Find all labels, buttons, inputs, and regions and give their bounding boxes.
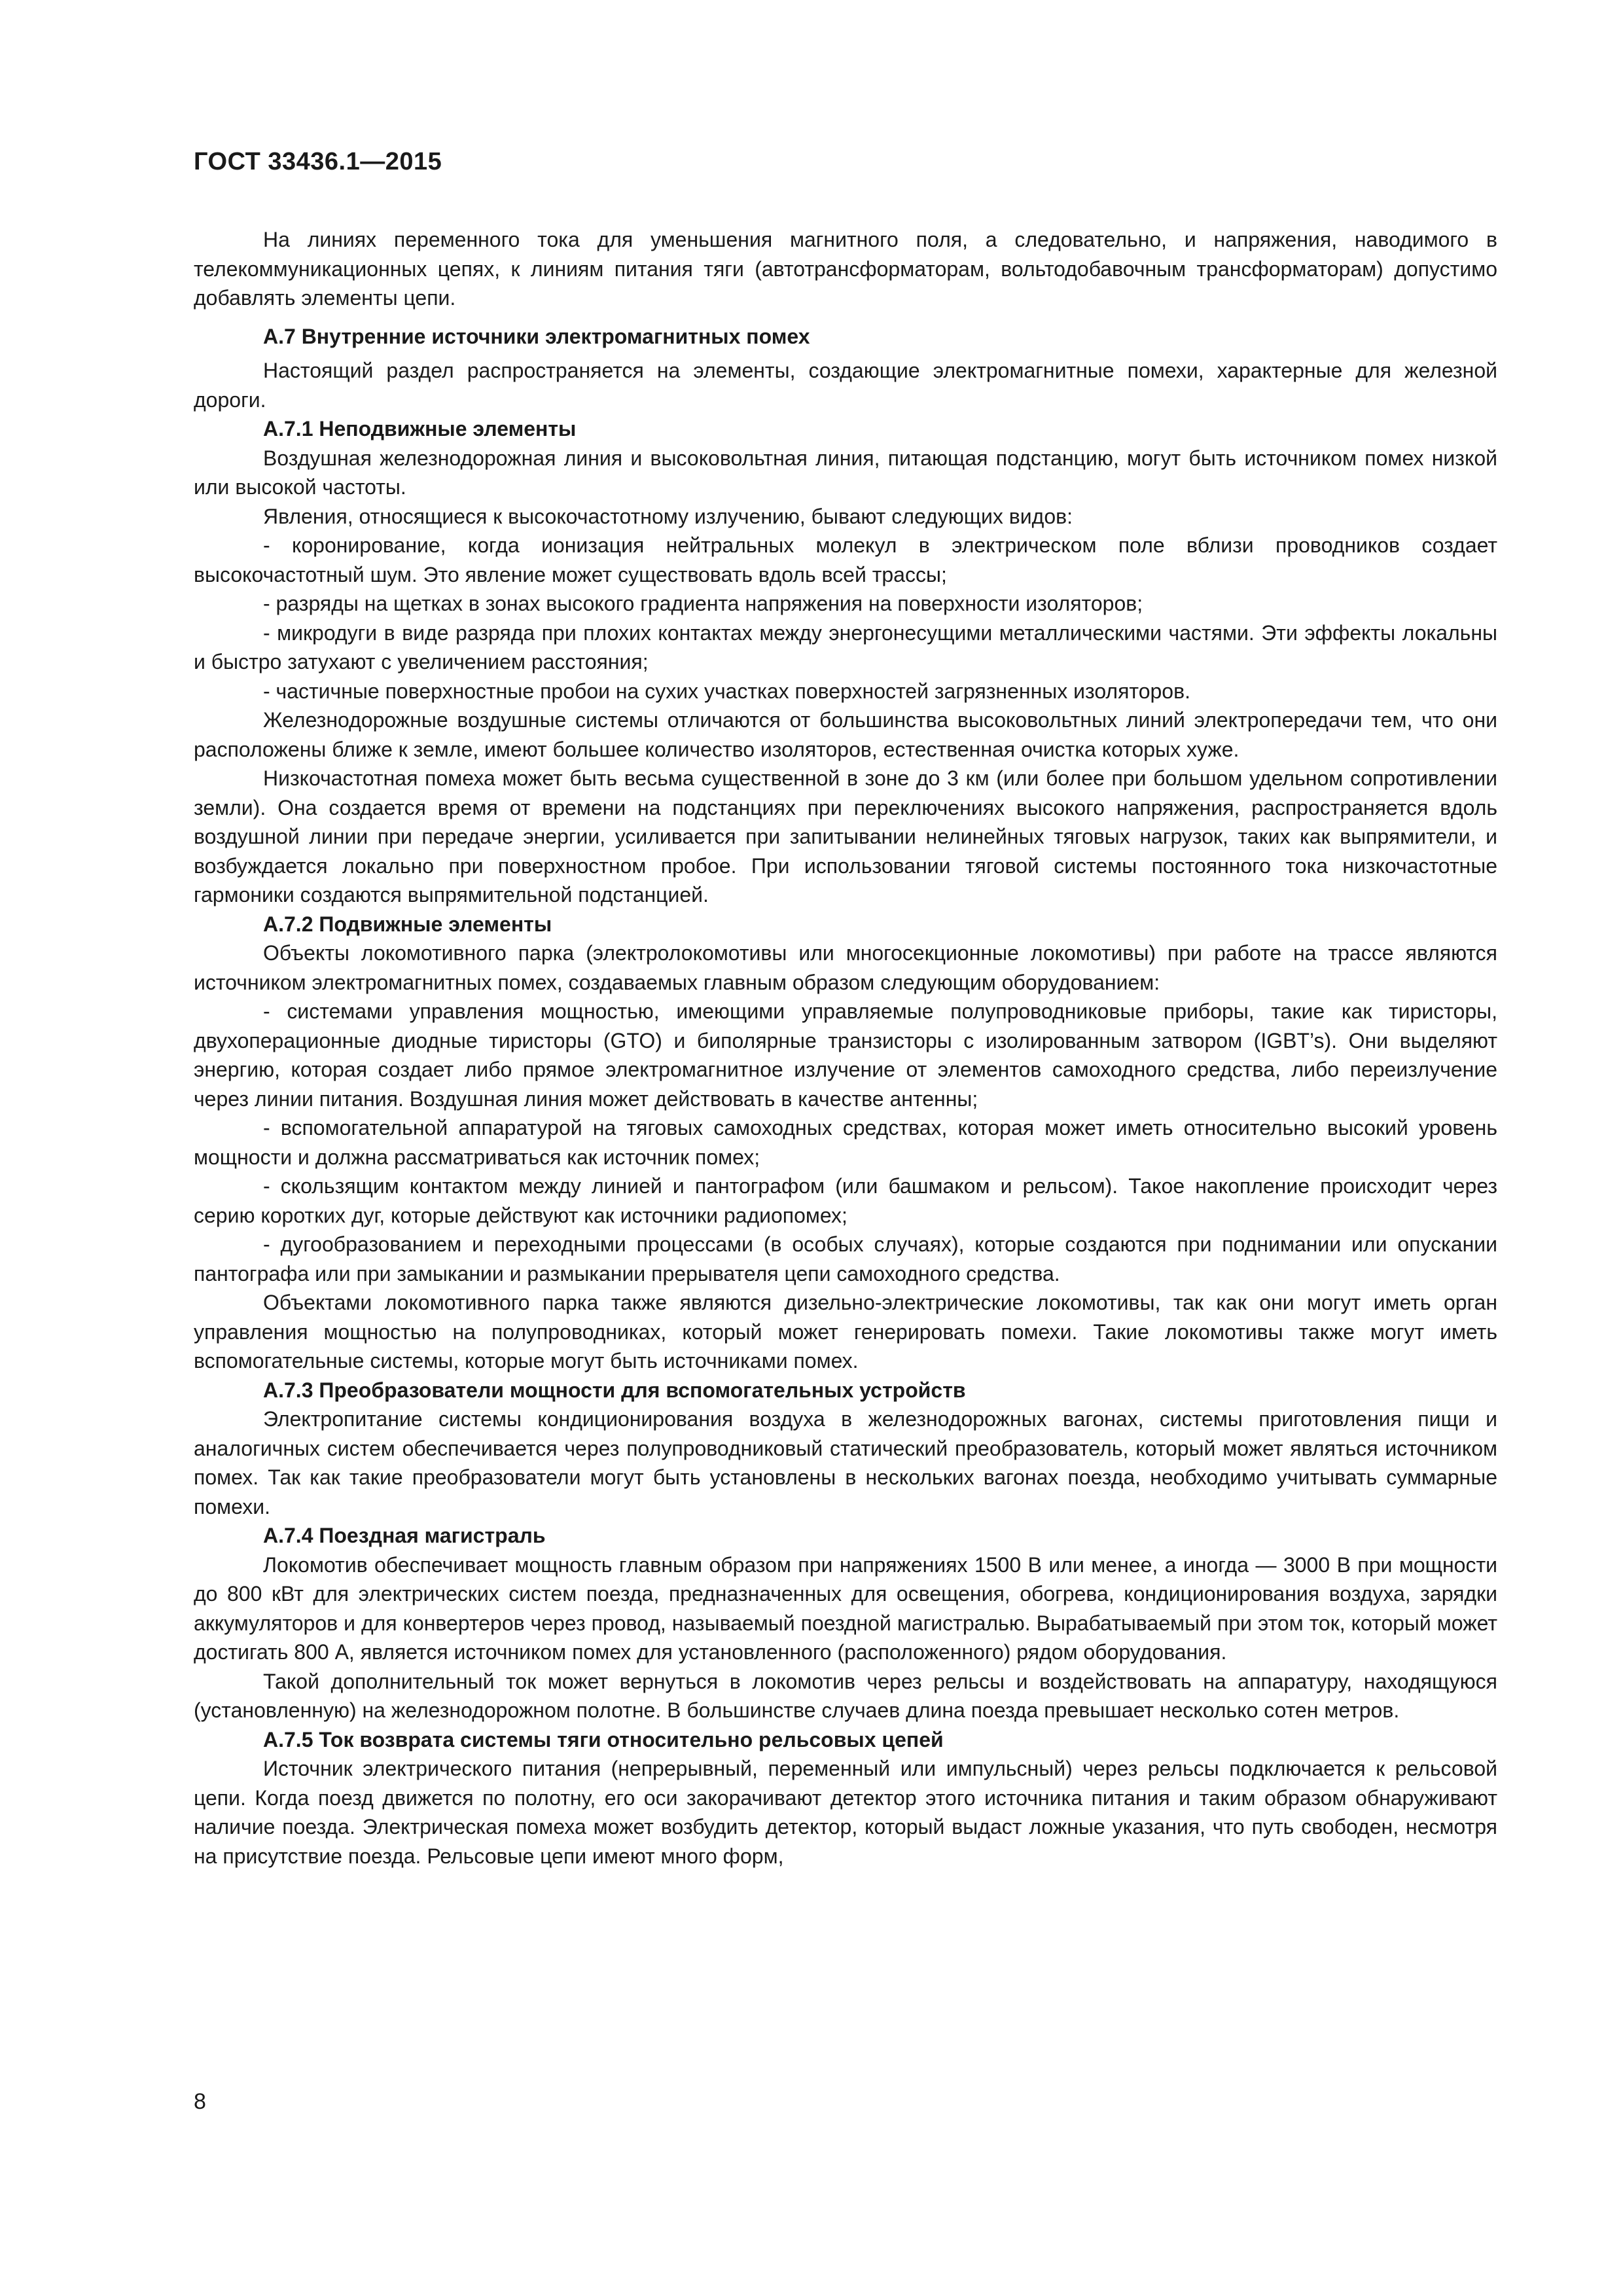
section-heading: А.7 Внутренние источники электромагнитных помех [263, 324, 810, 348]
body-paragraph: Локомотив обеспечивает мощность главным образом при напряжениях 1500 В или менее, а иногда — 3000 В при мощности до 800 кВт для электрических систем поезда, предназначенных для освещения, обогрева, кондиционирования воздуха, зарядки аккумуляторов и для конвертеров через провод, называемый поездной магистралью. Вырабатываемый при этом ток, который может достигать 800 А, является источником помех для установленного (расположенного) рядом оборудования. [194, 1552, 1497, 1664]
list-item: - частичные поверхностные пробои на сухих участках поверхностей загрязненных изоляторов. [263, 679, 1190, 703]
body-paragraph: Электропитание системы кондиционирования воздуха в железнодорожных вагонах, системы приготовления пищи и аналогичных систем обеспечивается через полупроводниковый статический преобразователь, который может являться источником помех. Так как такие преобразователи могут быть установлены в нескольких вагонах поезда, необходимо учитывать суммарные помехи. [194, 1407, 1497, 1518]
page-number: 8 [194, 2089, 206, 2114]
list-item: - вспомогательной аппаратурой на тяговых самоходных средствах, которая может иметь относительно высокий уровень мощности и должна рассматриваться как источник помех; [194, 1116, 1497, 1169]
body-paragraph: Явления, относящиеся к высокочастотному излучению, бывают следующих видов: [263, 504, 1073, 528]
list-item: - разряды на щетках в зонах высокого градиента напряжения на поверхности изоляторов; [263, 592, 1143, 615]
list-item: - дугообразованием и переходными процессами (в особых случаях), которые создаются при поднимании или опускании пантографа или при замыкании и размыкании прерывателя цепи самоходного средства. [194, 1232, 1497, 1285]
subsection-heading: А.7.5 Ток возврата системы тяги относительно рельсовых цепей [263, 1727, 944, 1751]
body-paragraph: Низкочастотная помеха может быть весьма существенной в зоне до 3 км (или более при большом удельном сопротивлении земли). Она создается время от времени на подстанциях при переключениях высокого напряжения, распространяется вдоль воздушной линии при передаче энергии, усиливается при запитывании нелинейных тяговых нагрузок, таких как выпрямители, и возбуждается локально при поверхностном пробое. При использовании тяговой системы постоянного тока низкочастотные гармоники создаются выпрямительной подстанцией. [194, 766, 1497, 906]
body-paragraph: Источник электрического питания (непрерывный, переменный или импульсный) через рельсы подключается к рельсовой цепи. Когда поезд движется по полотну, его оси закорачивают детектор этого источника питания и таким образом обнаруживают наличие поезда. Электрическая помеха может возбудить детектор, который выдаст ложные указания, что путь свободен, несмотря на присутствие поезда. Рельсовые цепи имеют много форм, [194, 1757, 1497, 1868]
subsection-heading: А.7.4 Поездная магистраль [263, 1524, 546, 1547]
subsection-heading: А.7.1 Неподвижные элементы [263, 417, 577, 440]
body-paragraph: Настоящий раздел распространяется на элементы, создающие электромагнитные помехи, характерные для железной дороги. [194, 359, 1497, 412]
document-body [194, 225, 1497, 1871]
subsection-heading: А.7.3 Преобразователи мощности для вспомогательных устройств [263, 1378, 966, 1402]
body-paragraph: На линиях переменного тока для уменьшения магнитного поля, а следовательно, и напряжения, наводимого в телекоммуникационных цепях, к линиям питания тяги (автотрансформаторам, вольтодобавочным трансформаторам) допустимо добавлять элементы цепи. [194, 228, 1497, 310]
list-item: - системами управления мощностью, имеющими управляемые полупроводниковые приборы, такие как тиристоры, двухоперационные диодные тиристоры (GTO) и биполярные транзисторы с изолированным затвором (IGBT’s). Они выделяют энергию, которая создает либо прямое электромагнитное излучение от элементов самоходного средства, либо переизлучение через линии питания. Воздушная линия может действовать в качестве антенны; [194, 999, 1497, 1111]
list-item: - скользящим контактом между линией и пантографом (или башмаком и рельсом). Такое накопление происходит через серию коротких дуг, которые действуют как источники радиопомех; [194, 1174, 1497, 1227]
body-paragraph: Объектами локомотивного парка также являются дизельно-электрические локомотивы, так как они могут иметь орган управления мощностью на полупроводниках, который может генерировать помехи. Такие локомотивы также могут иметь вспомогательные системы, которые могут быть источниками помех. [194, 1291, 1497, 1372]
body-paragraph: Воздушная железнодорожная линия и высоковольтная линия, питающая подстанцию, могут быть источником помех низкой или высокой частоты. [194, 446, 1497, 499]
subsection-heading: А.7.2 Подвижные элементы [263, 912, 552, 936]
body-paragraph: Такой дополнительный ток может вернуться в локомотив через рельсы и воздействовать на аппаратуру, находящуюся (установленную) на железнодорожном полотне. В большинстве случаев длина поезда превышает несколько сотен метров. [194, 1669, 1497, 1722]
body-paragraph: Железнодорожные воздушные системы отличаются от большинства высоковольтных линий электропередачи тем, что они расположены ближе к земле, имеют большее количество изоляторов, естественная очистка которых хуже. [194, 708, 1497, 761]
list-item: - коронирование, когда ионизация нейтральных молекул в электрическом поле вблизи проводников создает высокочастотный шум. Это явление может существовать вдоль всей трассы; [194, 533, 1497, 586]
body-paragraph: Объекты локомотивного парка (электролокомотивы или многосекционные локомотивы) при работе на трассе являются источником электромагнитных помех, создаваемых главным образом следующим оборудованием: [194, 941, 1497, 994]
list-item: - микродуги в виде разряда при плохих контактах между энергонесущими металлическими частями. Эти эффекты локальны и быстро затухают с увеличением расстояния; [194, 620, 1497, 673]
document-header: ГОСТ 33436.1—2015 [194, 148, 442, 175]
